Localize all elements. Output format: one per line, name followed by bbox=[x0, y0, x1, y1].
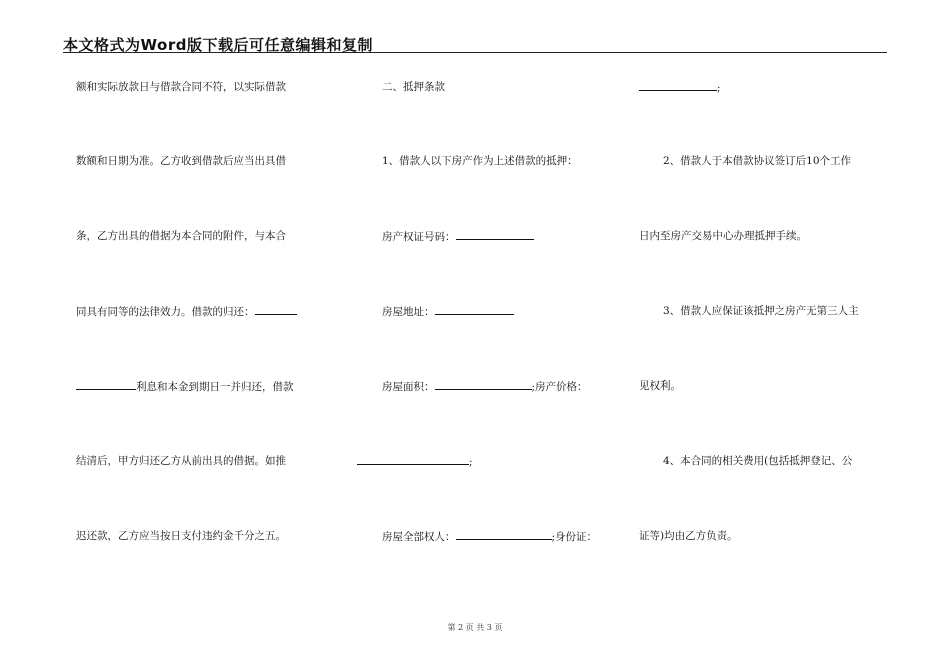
id-card-blank-semicolon: ; bbox=[717, 82, 721, 94]
section-heading-mortgage: 二、抵押条款 bbox=[382, 81, 445, 93]
area-label: 房屋面积： bbox=[382, 381, 435, 393]
right-line-7: 证等)均由乙方负责。 bbox=[639, 530, 738, 542]
left-line-1: 额和实际放款日与借款合同不符，以实际借款 bbox=[76, 81, 286, 93]
right-line-2: 2、借款人于本借款协议签订后10个工作 bbox=[663, 155, 852, 167]
middle-line-5 bbox=[382, 379, 588, 394]
header-divider bbox=[63, 52, 887, 53]
middle-line-7 bbox=[382, 529, 597, 544]
right-line-1 bbox=[639, 80, 721, 95]
repayment-date-blank bbox=[255, 304, 297, 315]
page-number: 第 2 页 共 3 页 bbox=[447, 623, 503, 632]
price-blank-semicolon: ; bbox=[469, 456, 473, 468]
middle-line-6 bbox=[357, 454, 473, 469]
property-cert-label: 房产权证号码： bbox=[382, 231, 456, 243]
page-header-title: 本文格式为Word版下载后可任意编辑和复制 bbox=[63, 36, 373, 54]
middle-line-3 bbox=[382, 229, 534, 244]
left-line-2: 数额和日期为准。乙方收到借款后应当出具借 bbox=[76, 155, 286, 167]
left-line-6: 结清后，甲方归还乙方从前出具的借据。如推 bbox=[76, 455, 286, 467]
left-line-5 bbox=[76, 379, 294, 394]
address-blank bbox=[435, 304, 514, 315]
id-card-label: ;身份证： bbox=[551, 531, 598, 543]
right-line-6: 4、本合同的相关费用(包括抵押登记、公 bbox=[663, 455, 853, 467]
interest-blank bbox=[76, 379, 136, 390]
owner-blank bbox=[456, 529, 552, 540]
left-line-3: 条，乙方出具的借据为本合同的附件，与本合 bbox=[76, 230, 286, 242]
middle-line-4 bbox=[382, 304, 514, 319]
right-line-3: 日内至房产交易中心办理抵押手续。 bbox=[639, 230, 807, 242]
area-blank bbox=[435, 379, 532, 390]
price-label: ;房产价格： bbox=[531, 381, 588, 393]
address-label: 房屋地址： bbox=[382, 306, 435, 318]
left-line-4-text: 同具有同等的法律效力。借款的归还： bbox=[76, 306, 255, 318]
property-cert-blank bbox=[456, 229, 534, 240]
left-line-4 bbox=[76, 304, 297, 319]
id-card-blank bbox=[639, 80, 717, 91]
left-line-5-text: 利息和本金到期日一并归还，借款 bbox=[136, 381, 294, 393]
right-line-5: 见权利。 bbox=[639, 380, 681, 392]
left-line-7: 迟还款，乙方应当按日支付违约金千分之五。 bbox=[76, 530, 286, 542]
price-blank bbox=[357, 454, 469, 465]
right-line-4: 3、借款人应保证该抵押之房产无第三人主 bbox=[663, 305, 859, 317]
owner-label: 房屋全部权人： bbox=[382, 531, 456, 543]
middle-line-2: 1、借款人以下房产作为上述借款的抵押： bbox=[382, 155, 578, 167]
